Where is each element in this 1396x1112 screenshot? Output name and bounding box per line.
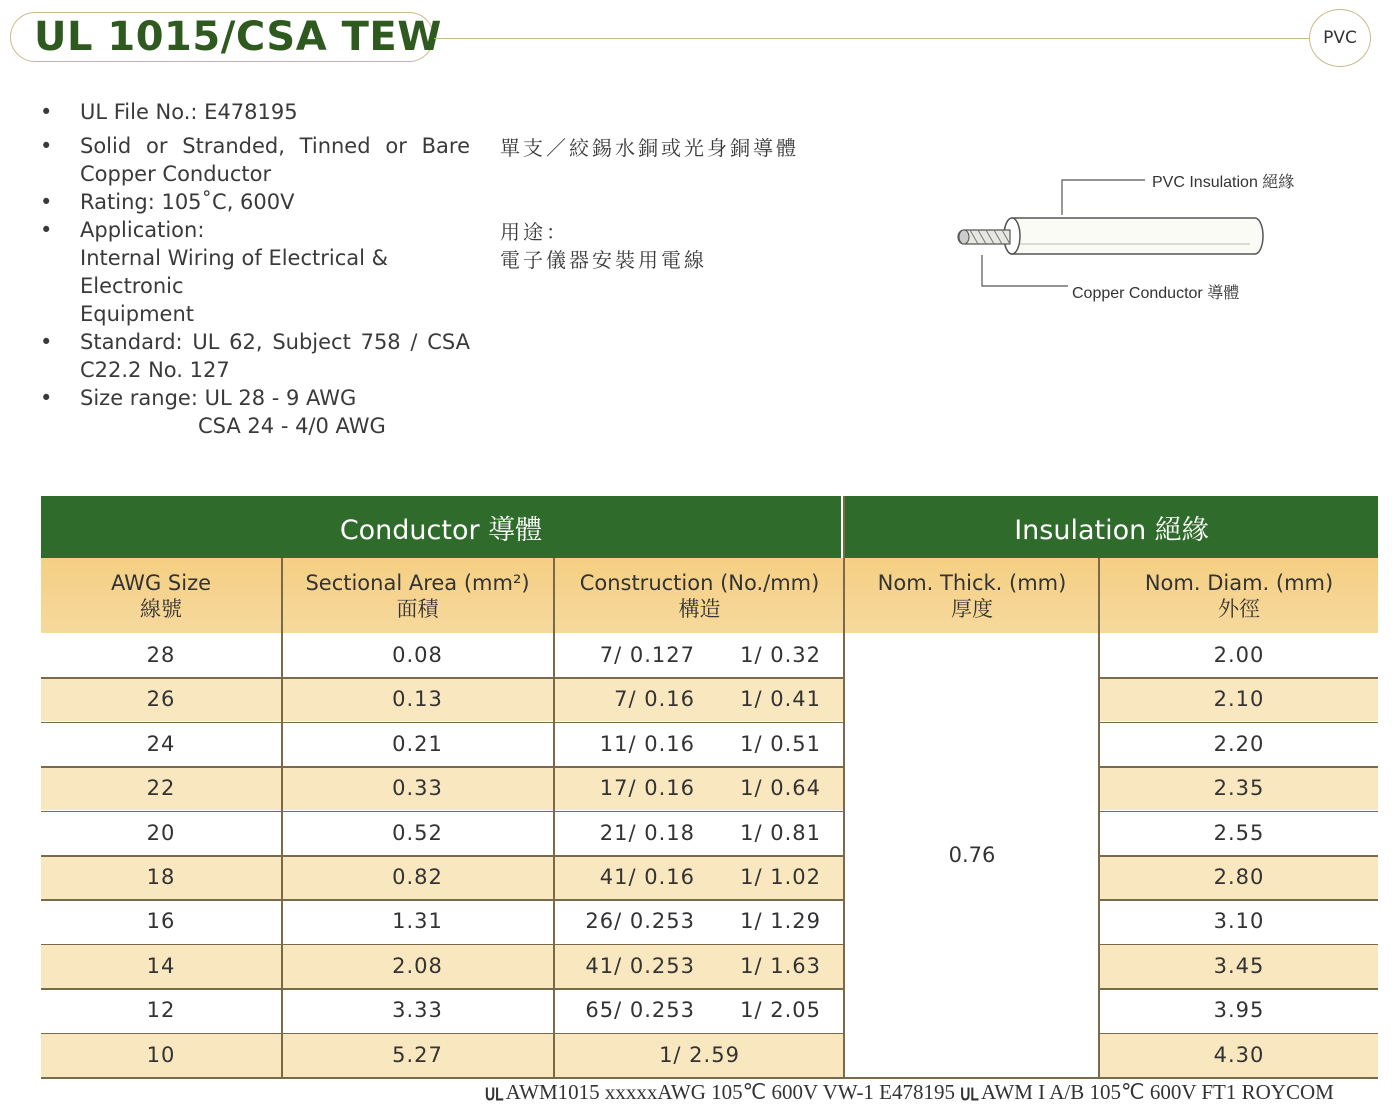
cell-stranded: 17/ 0.16 — [599, 776, 695, 801]
title-rule — [434, 38, 1310, 39]
cn-usage: 電子儀器安裝用電線 — [500, 248, 707, 272]
cell-awg: 22 — [146, 776, 176, 801]
bullet-icon: • — [40, 100, 53, 124]
cell-stranded: 7/ 0.16 — [614, 687, 695, 712]
row-rule — [41, 811, 1378, 813]
cable-diagram — [950, 160, 1310, 310]
table-row — [41, 677, 1378, 721]
table-row — [41, 633, 1378, 677]
ul-logo-icon: UL — [485, 1083, 504, 1105]
cell-stranded: 11/ 0.16 — [599, 731, 695, 756]
nom-thick-merged-cell: 0.76 — [845, 633, 1099, 1077]
cell-awg: 16 — [146, 909, 176, 934]
page-title: UL 1015/CSA TEW — [34, 14, 442, 60]
cell-solid: 1/ 0.32 — [740, 643, 821, 667]
cell-stranded: 41/ 0.253 — [585, 953, 695, 978]
group-header-insulation: Insulation 絕緣 — [845, 496, 1378, 558]
col-header-construction: Construction (No./mm) 構造 — [555, 558, 844, 633]
spec-standard: • Standard: UL 62, Subject 758 / CSA C22.2 No. 127 — [40, 330, 470, 382]
table-row — [41, 811, 1378, 855]
cell-awg: 26 — [146, 687, 176, 712]
cell-stranded: 26/ 0.253 — [585, 909, 695, 934]
row-rule — [41, 855, 1378, 857]
spec-size-range: • Size range: UL 28 - 9 AWG CSA 24 - 4/0 AWG — [40, 386, 386, 438]
row-rule — [41, 899, 1378, 901]
cell-stranded: 7/ 0.127 — [599, 643, 695, 667]
cell-diam: 2.35 — [1213, 776, 1265, 801]
cell-solid: 1/ 1.29 — [740, 909, 821, 934]
spec-file-no: • UL File No.: E478195 — [40, 100, 298, 124]
col-header-area: Sectional Area (mm²) 面積 — [282, 558, 553, 633]
cell-solid: 1/ 1.02 — [740, 865, 821, 889]
pvc-badge: PVC — [1309, 9, 1371, 67]
cell-area: 1.31 — [392, 909, 443, 934]
cell-awg: 10 — [146, 1042, 176, 1067]
row-rule — [41, 766, 1378, 768]
table-row — [41, 722, 1378, 766]
col-rule — [281, 558, 283, 1077]
cell-solid: 1/ 0.51 — [740, 731, 821, 756]
spec-conductor: • Solid or Stranded, Tinned or Bare Copper Conductor — [40, 134, 470, 186]
cell-stranded: 41/ 0.16 — [599, 865, 695, 889]
cell-diam: 2.55 — [1213, 820, 1265, 845]
spec-list — [40, 98, 470, 440]
cell-awg: 14 — [146, 953, 176, 978]
cell-stranded: 21/ 0.18 — [599, 820, 695, 845]
cell-area: 0.08 — [392, 643, 443, 667]
table-row — [41, 1033, 1378, 1077]
row-rule — [41, 944, 1378, 946]
cell-awg: 12 — [146, 998, 176, 1023]
cell-solid: 1/ 0.81 — [740, 820, 821, 845]
cell-area: 0.21 — [392, 731, 443, 756]
cell-solid: 1/ 2.05 — [740, 998, 821, 1023]
table-bottom-rule — [41, 1077, 1378, 1079]
table-row — [41, 855, 1378, 899]
table-row — [41, 766, 1378, 810]
cell-solid: 1/ 2.59 — [659, 1042, 740, 1067]
table-row — [41, 944, 1378, 988]
cell-area: 0.13 — [392, 687, 443, 712]
cn-usage-label: 用途： — [500, 220, 569, 244]
row-rule — [41, 1033, 1378, 1035]
bullet-icon: • — [40, 330, 53, 354]
col-rule — [553, 558, 555, 1077]
conductor-label: Copper Conductor 導體 — [1072, 285, 1240, 302]
row-rule — [41, 722, 1378, 724]
col-rule — [1098, 558, 1100, 1077]
row-rule — [41, 988, 1378, 990]
bullet-icon: • — [40, 218, 53, 242]
cell-area: 3.33 — [392, 998, 443, 1023]
cell-diam: 3.95 — [1213, 998, 1265, 1023]
bullet-icon: • — [40, 386, 53, 410]
col-header-awg: AWG Size 線號 — [41, 558, 281, 633]
table-row — [41, 988, 1378, 1032]
cell-awg: 20 — [146, 820, 176, 845]
cell-area: 5.27 — [392, 1042, 443, 1067]
table-row — [41, 899, 1378, 943]
cell-stranded: 65/ 0.253 — [585, 998, 695, 1023]
spec-rating: • Rating: 105˚C, 600V — [40, 190, 295, 214]
cell-awg: 28 — [146, 643, 176, 667]
cell-diam: 4.30 — [1213, 1042, 1265, 1067]
cell-awg: 18 — [146, 865, 176, 889]
cell-diam: 3.45 — [1213, 953, 1265, 978]
bullet-icon: • — [40, 190, 53, 214]
cell-area: 0.82 — [392, 865, 443, 889]
cell-awg: 24 — [146, 731, 176, 756]
cn-conductor-desc: 單支／絞錫水銅或光身銅導體 — [500, 136, 799, 160]
col-header-thick: Nom. Thick. (mm) 厚度 — [845, 558, 1099, 633]
col-header-diam: Nom. Diam. (mm) 外徑 — [1100, 558, 1378, 633]
cell-diam: 2.20 — [1213, 731, 1265, 756]
cable-marking: ULAWM1015 xxxxxAWG 105℃ 600V VW-1 E478195 ULAWM I A/B 105℃ 600V FT1 ROYCOM — [485, 1080, 1334, 1105]
cell-area: 2.08 — [392, 953, 443, 978]
cell-diam: 2.80 — [1213, 865, 1265, 889]
cell-diam: 2.00 — [1213, 643, 1265, 667]
insulation-label: PVC Insulation 絕緣 — [1152, 174, 1295, 191]
bullet-icon: • — [40, 134, 53, 158]
row-rule — [41, 677, 1378, 679]
group-header-conductor: Conductor 導體 — [41, 496, 841, 558]
cell-solid: 1/ 1.63 — [740, 953, 821, 978]
spec-table — [41, 496, 1378, 1079]
cell-diam: 3.10 — [1213, 909, 1265, 934]
cell-area: 0.52 — [392, 820, 443, 845]
spec-application: • Application: Internal Wiring of Electrical & Electronic Equipment — [40, 218, 389, 326]
ul-logo-icon: UL — [960, 1083, 979, 1105]
col-rule — [843, 496, 845, 1077]
cell-area: 0.33 — [392, 776, 443, 801]
cell-solid: 1/ 0.64 — [740, 776, 821, 801]
cell-diam: 2.10 — [1213, 687, 1265, 712]
cell-solid: 1/ 0.41 — [740, 687, 821, 712]
